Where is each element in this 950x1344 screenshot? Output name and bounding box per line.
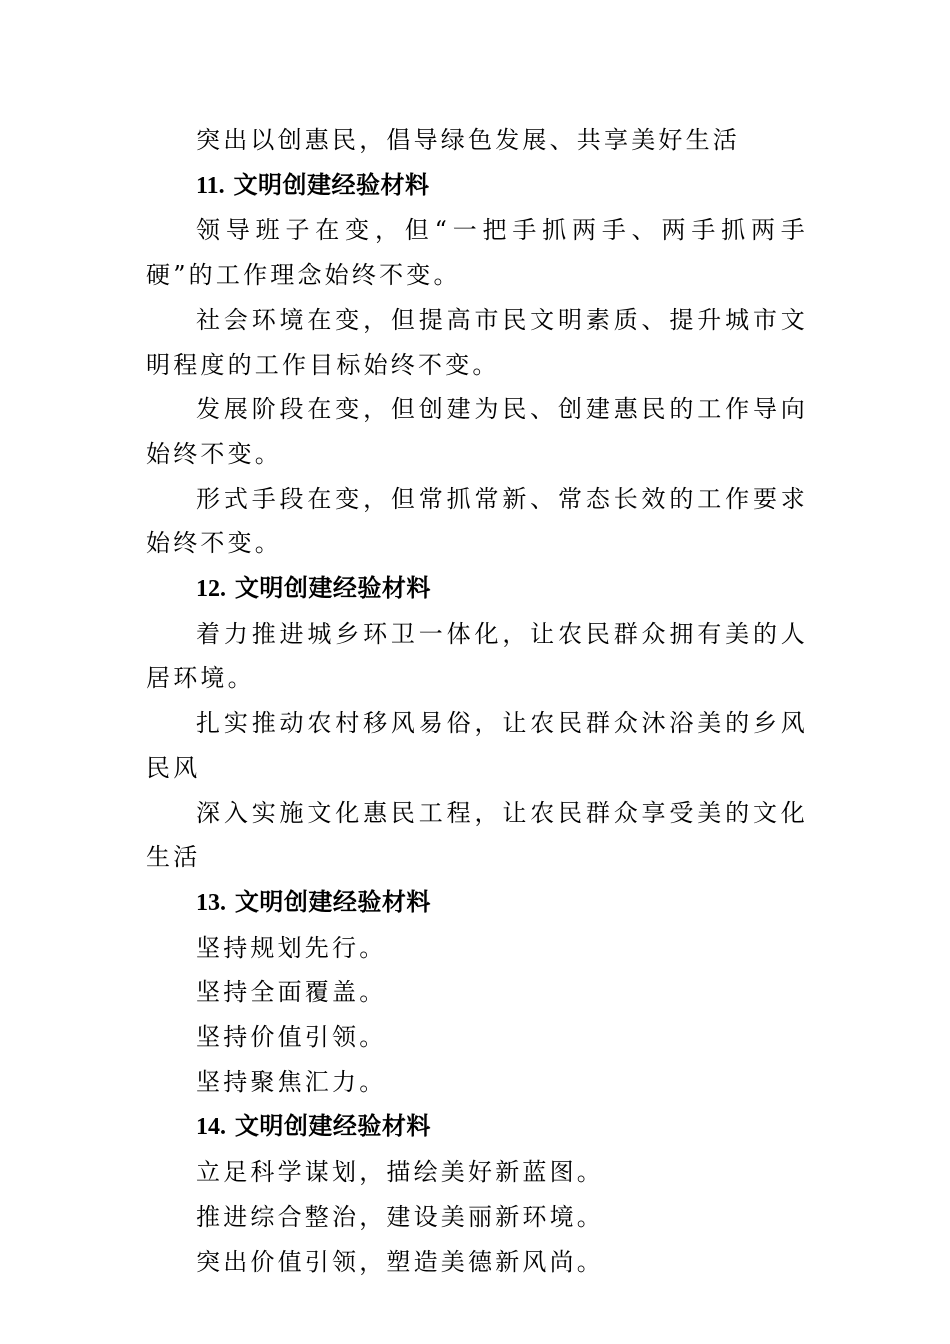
section-heading — [146, 163, 808, 209]
section-title: 文明创建经验材料 — [226, 886, 431, 916]
section-title: 文明创建经验材料 — [224, 169, 430, 199]
paragraph: 推进综合整治，建设美丽新环境。 — [196, 1202, 604, 1231]
paragraph: 着力推进城乡环卫一体化，让农民群众拥有美的人居环境。 — [146, 619, 808, 693]
section-heading — [146, 880, 808, 926]
paragraph: 领导班子在变，但“一把手抓两手、两手抓两手硬”的工作理念始终不变。 — [146, 216, 808, 290]
paragraph: 立足科学谋划，描绘美好新蓝图。 — [196, 1158, 604, 1187]
paragraph: 突出价值引领，塑造美德新风尚。 — [196, 1247, 604, 1276]
paragraph: 深入实施文化惠民工程，让农民群众享受美的文化生活 — [146, 798, 808, 872]
paragraph: 坚持全面覆盖。 — [196, 978, 387, 1007]
section-title: 文明创建经验材料 — [226, 1111, 431, 1141]
section-heading — [146, 1104, 808, 1150]
section-number: 14. — [196, 1114, 226, 1141]
paragraph: 发展阶段在变，但创建为民、创建惠民的工作导向始终不变。 — [146, 395, 808, 468]
paragraph: 坚持规划先行。 — [196, 933, 387, 962]
paragraph: 坚持聚焦汇力。 — [196, 1067, 387, 1096]
section-number: 12. — [196, 576, 226, 603]
section-heading — [146, 566, 808, 612]
paragraph: 坚持价值引领。 — [196, 1023, 387, 1052]
document-body — [146, 118, 808, 1284]
paragraph: 社会环境在变，但提高市民文明素质、提升城市文明程度的工作目标始终不变。 — [146, 305, 808, 379]
paragraph: 形式手段在变，但常抓常新、常态长效的工作要求始终不变。 — [146, 484, 808, 558]
paragraph: 突出以创惠民，倡导绿色发展、共享美好生活 — [196, 126, 740, 154]
section-title: 文明创建经验材料 — [226, 573, 431, 603]
section-number: 13. — [196, 889, 226, 916]
paragraph: 扎实推动农村移风易俗，让农民群众沐浴美的乡风民风 — [146, 709, 808, 782]
section-number: 11. — [196, 172, 225, 199]
